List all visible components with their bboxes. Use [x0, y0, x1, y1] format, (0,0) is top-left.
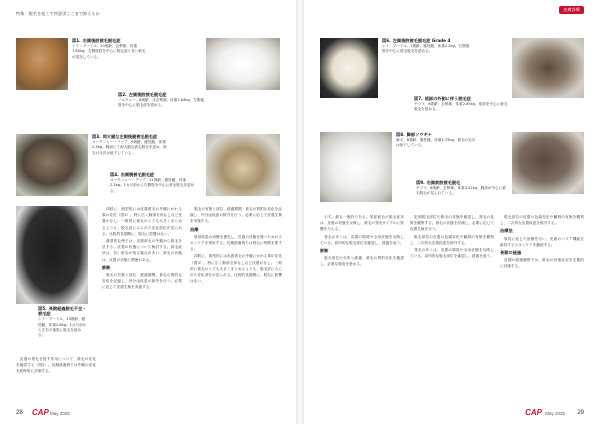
- gutter: [296, 0, 304, 424]
- figure-7-caption: 図7. 尾部の外側に伴う脱毛症 チワワ、9歳齢、去勢雄、体重2.85kg。尾部を中心に被毛脱毛を認める。: [414, 96, 508, 112]
- figure-2-caption: 図2. 左側後肢被毛脱毛症 ノルウェー、6歳齢、未去勢雄、体重2.64kg。左側後肢を中心に脱毛部を認める。: [118, 92, 205, 108]
- right-body-col3: 脱毛部位の皮膚の色調変化や鱗屑の有無を観察し、二次的な皮膚疾患を除外する。 治療法 原因に応じた治療を行い、皮膚のバリア機能を維持するスキンケアを継続する。 長期の経過 長期の経過観察では、被毛の回復状況を定期的に評価する。: [500, 215, 584, 269]
- right-body-col1: 示す。最も一般的である。尾部被毛の脱毛症状は、皮膚の状態を反映し、被毛の発毛サイクルに影響を与える。 発毛の多くは、皮膚の環境や全身状態を反映している。局所的な脱毛部位を確認し、経過を追う。 診断 脱毛部位の分布と経過、被毛の質的変化を確認し、必要な検査を進める。: [320, 215, 404, 267]
- brand-logo-right: CAP: [525, 408, 542, 417]
- issue-date-left: May 2025: [50, 411, 70, 416]
- figure-4-caption: 図4. 右側腕被毛脱毛症 ヨークシャー・テリア、11歳齢、避妊雌、体重2.5kg。1カ月前から右側肢を中心に被毛脱毛を認める。: [110, 172, 195, 193]
- figure-5-photo: [16, 206, 88, 304]
- figure-4-photo: [206, 134, 280, 196]
- figure-3-caption: 図3. 両大腿な左側後腿被毛脱毛症 ヨークシャー・テリア、9歳齢、避妊雌、体重2.3kg。胸部にて両大腿な被毛脱毛を認め、被毛の光沢は低下している。: [92, 134, 167, 155]
- right-page: [304, 0, 600, 424]
- figure-5-caption: 図5. 長期経過脱毛不全・被毛症 トイ・プードル、13歳齢、避妊雌、体重2.8kg。1カ月前から左右の後肢に脱毛を認める。: [38, 306, 87, 338]
- left-body-col2: 脱毛の有無と部位、経過期間、被毛の質的な変化を記録し、内分泌疾患の除外を行う。必要に応じて皮膚生検を実施する。 治療 原因疾患の治療を優先し、皮膚の状態を保つためのスキンケアを併用する。長期経過例では発毛に時間を要する。 四肢に、典型的には皮膚被毛の外観にかわる事の変化（図3）。特に広く胸部全体なしなど皮膚がなし。一般的に被毛のとても大きくまとめるよりも、脱毛部にみられた変化部位が見られる。比較的長期間に、脱毛に影響はない。: [190, 207, 282, 284]
- brand-logo-left: CAP: [32, 408, 49, 417]
- figure-6-photo: [320, 38, 378, 98]
- figure-9-photo: [512, 132, 584, 194]
- figure-1-photo: [16, 38, 68, 90]
- figure-6-caption: 図6. 左側後肢被毛脱毛症 Grade 4 トイ・プードル、1歳齢、避妊雌、体重2.2kg。右側後肢を中心に被毛脱毛を認める。: [382, 38, 470, 54]
- left-page: [0, 0, 296, 424]
- figure-8-caption: 図8. 脚部ソウギナ 柴犬、6歳齢、避妊雌、体重4.72kg。被毛の光沢は低下している。: [396, 132, 476, 148]
- left-body-bottom: 皮膚の発毛を促す作用について、被毛の変化を確認する（図2）。長期経過例では外観の変化を経時的に評価する。: [16, 357, 96, 374]
- running-header-left: 特集 脱毛を起こす疾患別ここまで抑えるか: [16, 11, 100, 16]
- issue-date-right: May 2025: [545, 411, 565, 416]
- figure-8-photo: [320, 132, 392, 202]
- page-number-right: 29: [577, 410, 584, 416]
- left-body-col1: 四肢に、典型的には皮膚被毛の外観にかわる事の変化（図3）。特に広く胸部全体なしなど皮膚がなし。一般的に被毛のとても大きくまとめるよりも、脱毛部にみられた変化部位が見られる。比較的長期間に、脱毛に影響はない。 典型的な例では、皮膚被毛の外観から脱毛を呈する。皮膚の状態について検討する。被毛症状は、長い被毛が残る場合が多い。被毛の状態は、皮膚の状態と関連がある。 診断 脱毛の有無と部位、経過期間、被毛の質的な変化を記録し、内分泌疾患の除外を行う。必要に応じて皮膚生検を実施する。: [102, 207, 182, 290]
- figure-9-caption: 図9. 右側前肢被毛脱毛 チワワ、8歳齢、去勢雄、体重3.02kg。胸部が中心に被毛脱毛が見られている。: [416, 180, 506, 196]
- figure-7-photo: [512, 38, 584, 98]
- page-number-left: 28: [16, 410, 23, 416]
- section-tab: 皮膚診療: [559, 6, 584, 14]
- figure-1-caption: 図1. 右側後肢被毛脱毛症 トイ・プードル、10歳齢、去勢雄、体重7.60kg。右側後肢を中心に脱毛部と長い被毛が混在している。: [72, 38, 146, 59]
- figure-3-photo: [16, 134, 88, 196]
- right-body-col2: 犯刑脱毛部位や脱毛の状態を確認し、発毛の兆候を観察する。被毛の状態を評価し、必要に応じて皮膚生検を行う。 脱毛部位の皮膚の色調変化や鱗屑の有無を観察し、二次的な皮膚疾患を除外する。 発毛の多くは、皮膚の環境や全身状態を反映している。局所的な脱毛部位を確認し、経過を追う。: [410, 215, 494, 259]
- figure-2-photo: [206, 38, 280, 90]
